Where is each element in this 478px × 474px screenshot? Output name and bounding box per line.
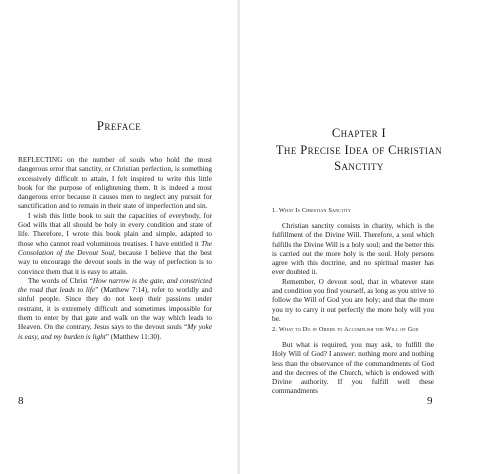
section-1-paragraph-2: Remember, O devout soul, that in whatever state and condition you find yourself, as long as you strive to follow the Will of God you are holy; and that the more you try to carry it out perfectly the more holy will you be.	[272, 277, 434, 323]
preface-paragraph-3	[18, 277, 212, 342]
left-page	[0, 0, 238, 474]
preface-paragraph-3-text-a: The words of Christ “	[28, 276, 93, 285]
preface-paragraph-2	[18, 212, 212, 277]
section-2-heading: 2. What to Do in Order to Accomplish the Will of God	[272, 326, 419, 333]
section-1-body	[272, 222, 434, 324]
preface-paragraph-3-text-b: ” (Matthew 7:14), refer to worldly and sinful people. Since they do not keep their passions under restraint, it is extremely difficult and sometimes impossible for them to enter by that gate and walk on the way which leads to Heaven. On the contrary, Jesus says to the devout souls “	[18, 286, 212, 332]
section-1-paragraph-1: Christian sanctity consists in charity, which is the fulfillment of the Divine Will. Therefore, a soul which fulfills the Divine Will is a holy soul; and the better this is carried out the more holy is the soul. Holy persons agree with this doctrine, and no spiritual master has ever doubted it.	[272, 222, 434, 277]
scripture-quote-1: How narrow is the gate, and constricted the road that leads to life	[18, 276, 212, 295]
chapter-heading	[240, 125, 478, 175]
section-2-paragraph-1: But what is required, you may ask, to fulfill the Holy Will of God? I answer: nothing more and nothing less than the observance of the commandments of God and the decrees of the Church, which is endowed with Divine authority. If you fulfill well these commandments	[272, 341, 434, 396]
preface-body	[18, 156, 212, 342]
preface-paragraph-3-text-c: ” (Matthew 11:30).	[105, 332, 162, 341]
page-number-right: 9	[427, 395, 433, 407]
preface-paragraph-2-text-a: I wish this little book to suit the capacities of everybody, for God wills that all should be holy in every condition and state of life. Therefore, I wrote this book plain and simple, adapted to those who cannot read voluminous treatises. I have entitled it	[18, 211, 212, 248]
section-1-heading: 1. What Is Christian Sanctity	[272, 207, 352, 214]
chapter-title-line-2: Sanctity	[334, 159, 384, 173]
chapter-number: Chapter I	[331, 126, 387, 140]
preface-heading: Preface	[96, 118, 142, 133]
page-number-left: 8	[18, 395, 24, 407]
section-2-body	[272, 341, 434, 397]
preface-paragraph-2-text-b: , because I believe that the best way to encourage the devout souls in the way of perfection is to convince them that it is easy to attain.	[18, 248, 212, 276]
chapter-title-line-1: The Precise Idea of Christian	[275, 142, 443, 157]
scripture-quote-2: My yoke is easy, and my burden is light	[18, 323, 212, 341]
book-title-italic: The Consolation of the Devout Soul	[18, 239, 212, 257]
preface-paragraph-1: REFLECTING on the number of souls who hold the most dangerous error that sanctity, or Christian perfection, is something excessively difficult to attain, I felt inspired to write this little book for the purpose of enlightening them. It is indeed a most dangerous error because it causes men to neglect any pursuit for sanctification and to remain in their state of imperfection and sin.	[18, 156, 212, 211]
